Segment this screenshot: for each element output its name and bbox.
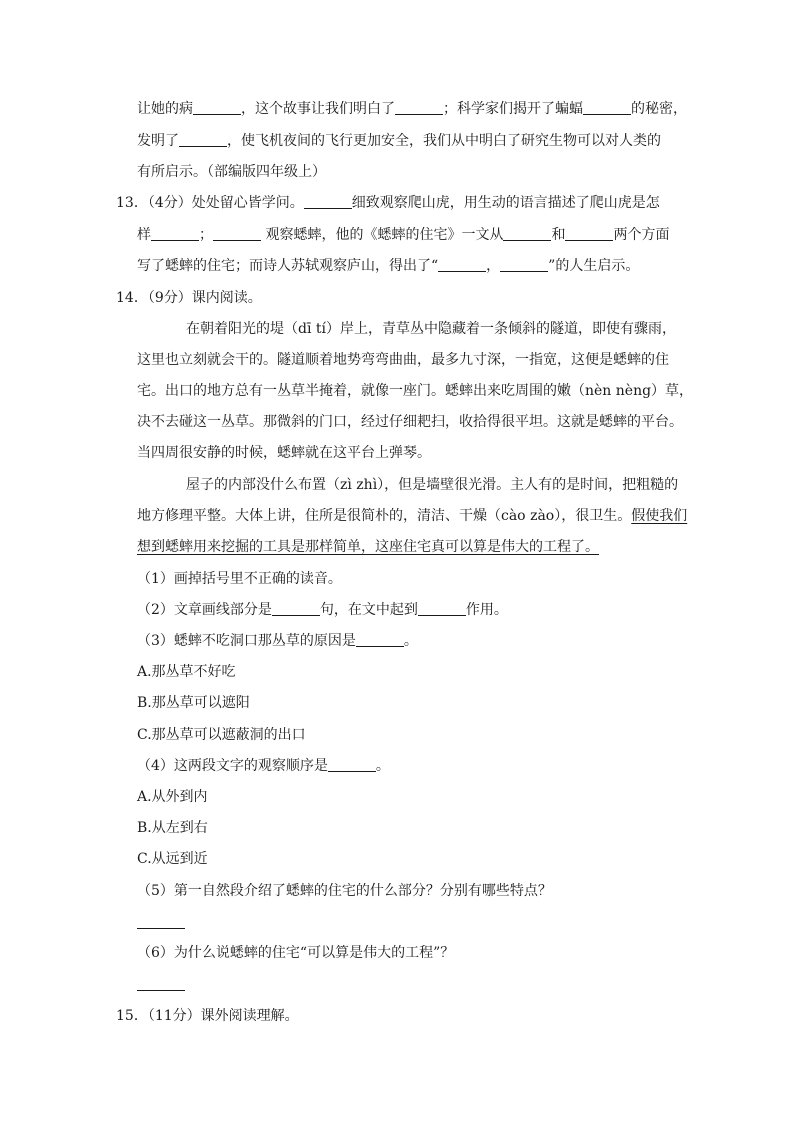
q15-title: 15．（11分）课外阅读理解。 — [116, 1008, 299, 1024]
answer-blank[interactable] — [356, 632, 404, 647]
option-a[interactable]: A.从外到内 — [137, 789, 208, 805]
sub-question-1: （1）画掉括号里不正确的读音。 — [137, 571, 342, 587]
q13-line-2: 样 ； 观察蟋蟀，他的《蟋蟀的住宅》一文从 和 两个方面 — [137, 227, 670, 243]
sub-question-2: （2）文章画线部分是 句，在文中起到 作用。 — [137, 602, 508, 618]
q13-line-1: 13．（4分）处处留心皆学问。 细致观察爬山虎，用生动的语言描述了爬山虎是怎 — [116, 195, 660, 211]
underlined-sentence: 假使我们 — [631, 508, 688, 524]
option-a[interactable]: A.那丛草不好吃 — [137, 664, 236, 680]
answer-blank[interactable] — [503, 226, 551, 241]
sub-question-3: （3）蟋蟀不吃洞口那丛草的原因是 。 — [137, 633, 418, 649]
passage-line: 宅。出口的地方总有一丛草半掩着，就像一座门。蟋蟀出来吃周围的嫩（nèn nèng）草， — [137, 383, 694, 399]
option-b[interactable]: B.那丛草可以遮阳 — [137, 695, 250, 711]
answer-blank[interactable] — [583, 100, 631, 115]
answer-blank[interactable] — [272, 601, 320, 616]
answer-blank[interactable] — [565, 226, 613, 241]
passage-line: 决不去碰这一丛草。那微斜的门口，经过仔细耙扫，收拾得很平坦。这就是蟋蟀的平台。 — [137, 414, 683, 430]
sub-question-4: （4）这两段文字的观察顺序是 。 — [137, 758, 390, 774]
passage-line: 这里也立刻就会干的。隧道顺着地势弯弯曲曲，最多九寸深，一指宽，这便是蟋蟀的住 — [137, 352, 669, 368]
passage-line: 当四周很安静的时候，蟋蟀就在这平台上弹琴。 — [137, 445, 431, 461]
answer-blank[interactable] — [193, 100, 241, 115]
option-c[interactable]: C.从远到近 — [137, 851, 208, 867]
answer-blank[interactable] — [500, 257, 548, 272]
answer-blank[interactable] — [137, 990, 185, 991]
passage-line: 地方修理平整。大体上讲，住所是很简朴的，清洁、干燥（cào zào），很卫生。假使我们 — [137, 508, 688, 524]
q13-line-3: 写了蟋蟀的住宅；而诗人苏轼观察庐山，得出了“ ， ”的人生启示。 — [137, 258, 640, 274]
answer-blank[interactable] — [328, 757, 376, 772]
underlined-sentence: 想到蟋蟀用来挖掘的工具是那样简单，这座住宅真可以算是伟大的工程了。 — [137, 539, 599, 555]
q12-line-3: 有所启示。（部编版四年级上） — [137, 164, 326, 180]
answer-blank[interactable] — [179, 132, 227, 147]
option-c[interactable]: C.那丛草可以遮蔽洞的出口 — [137, 727, 306, 743]
q12-line-1: 让她的病 ，这个故事让我们明白了 ；科学家们揭开了蝙蝠 的秘密， — [137, 101, 687, 117]
option-b[interactable]: B.从左到右 — [137, 820, 208, 836]
answer-blank[interactable] — [304, 194, 352, 209]
answer-blank[interactable] — [213, 226, 261, 241]
answer-blank[interactable] — [151, 226, 199, 241]
answer-blank[interactable] — [395, 100, 443, 115]
answer-blank[interactable] — [418, 601, 466, 616]
answer-blank[interactable] — [137, 928, 185, 929]
q12-line-2: 发明了 ，使飞机夜间的飞行更加安全，我们从中明白了研究生物可以对人类的 — [137, 133, 661, 149]
passage-line: 在朝着阳光的堤（dī tí）岸上，青草丛中隐藏着一条倾斜的隧道，即使有骤雨， — [186, 321, 676, 337]
sub-question-6: （6）为什么说蟋蟀的住宅“可以算是伟大的工程”？ — [137, 945, 455, 961]
answer-blank[interactable] — [438, 257, 486, 272]
passage-line: 屋子的内部没什么布置（zì zhì），但是墙壁很光滑。主人有的是时间，把粗糙的 — [186, 477, 679, 493]
sub-question-5: （5）第一自然段介绍了蟋蟀的住宅的什么部分？分别有哪些特点？ — [137, 883, 552, 899]
q14-title: 14．（9分）课内阅读。 — [116, 290, 262, 306]
